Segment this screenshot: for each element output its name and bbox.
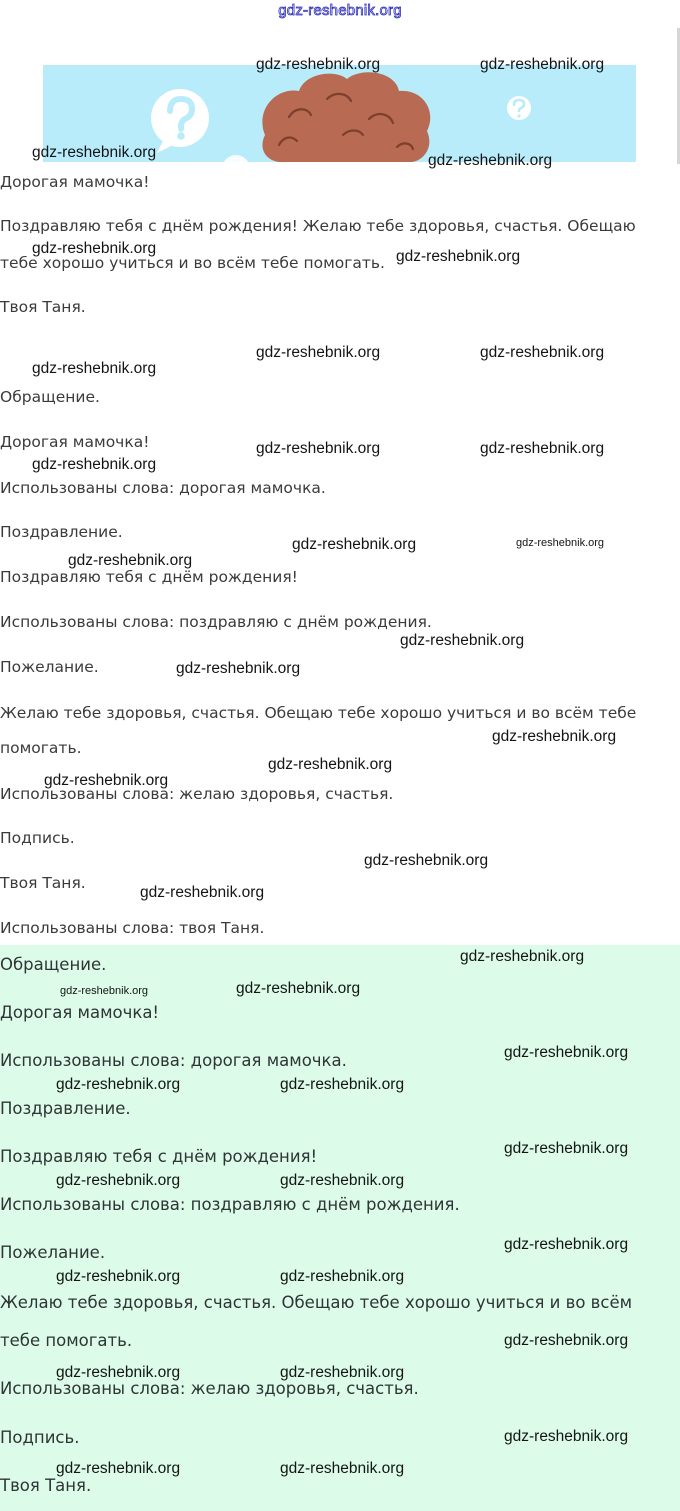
analysis-part-title: Обращение. — [0, 388, 100, 406]
watermark: gdz-reshebnik.org — [68, 552, 193, 569]
watermark: gdz-reshebnik.org — [56, 1172, 181, 1189]
watermark: gdz-reshebnik.org — [44, 772, 169, 789]
analysis-part-words: Использованы слова: поздравляю с днём рождения. — [0, 613, 432, 631]
analysis-part-text: Дорогая мамочка! — [0, 433, 150, 451]
watermark: gdz-reshebnik.org — [480, 440, 605, 457]
watermark: gdz-reshebnik.org — [460, 948, 585, 965]
answer-part-title: Подпись. — [0, 1428, 80, 1447]
watermark: gdz-reshebnik.org — [428, 152, 553, 169]
watermark: gdz-reshebnik.org — [280, 1460, 405, 1477]
watermark: gdz-reshebnik.org — [504, 1332, 629, 1349]
answer-part-words: Использованы слова: желаю здоровья, счастья. — [0, 1379, 419, 1398]
watermark: gdz-reshebnik.org — [280, 1076, 405, 1093]
letter-signature: Твоя Таня. — [0, 298, 86, 316]
watermark: gdz-reshebnik.org — [504, 1236, 629, 1253]
question-bubble-icon — [151, 89, 209, 153]
answer-part-title: Пожелание. — [0, 1243, 106, 1262]
watermark: gdz-reshebnik.org — [236, 980, 361, 997]
watermark: gdz-reshebnik.org — [280, 1268, 405, 1285]
answer-part-text: Поздравляю тебя с днём рождения! — [0, 1147, 318, 1166]
answer-part-text: Желаю тебе здоровья, счастья. Обещаю тебе хорошо учиться и во всём — [0, 1293, 633, 1312]
watermark: gdz-reshebnik.org — [268, 756, 393, 773]
watermark: gdz-reshebnik.org — [492, 728, 617, 745]
analysis-part-words: Использованы слова: желаю здоровья, счастья. — [0, 785, 394, 803]
site-link[interactable]: gdz-reshebnik.org — [278, 2, 402, 19]
watermark: gdz-reshebnik.org — [32, 360, 157, 377]
letter-body-line: тебе хорошо учиться и во всём тебе помогать. — [0, 254, 385, 272]
answer-part-words: Использованы слова: дорогая мамочка. — [0, 1051, 347, 1070]
watermark: gdz-reshebnik.org — [504, 1428, 629, 1445]
analysis-part-title: Поздравление. — [0, 523, 123, 541]
watermark: gdz-reshebnik.org — [504, 1044, 629, 1061]
analysis-part-title: Подпись. — [0, 829, 75, 847]
watermark: gdz-reshebnik.org — [256, 56, 381, 73]
watermark: gdz-reshebnik.org — [56, 1268, 181, 1285]
analysis-part-text: Твоя Таня. — [0, 874, 86, 892]
watermark: gdz-reshebnik.org — [56, 1076, 181, 1093]
analysis-part-text: Желаю тебе здоровья, счастья. Обещаю тебе хорошо учиться и во всём тебе — [0, 704, 637, 722]
question-bubble-small-icon — [507, 96, 531, 120]
watermark: gdz-reshebnik.org — [400, 632, 525, 649]
answer-part-text: тебе помогать. — [0, 1331, 133, 1350]
answer-part-title: Поздравление. — [0, 1099, 131, 1118]
watermark: gdz-reshebnik.org — [60, 985, 149, 997]
letter-greeting: Дорогая мамочка! — [0, 173, 150, 191]
watermark: gdz-reshebnik.org — [480, 56, 605, 73]
watermark: gdz-reshebnik.org — [396, 248, 521, 265]
watermark: gdz-reshebnik.org — [256, 440, 381, 457]
watermark: gdz-reshebnik.org — [480, 344, 605, 361]
watermark: gdz-reshebnik.org — [504, 1140, 629, 1157]
watermark: gdz-reshebnik.org — [56, 1460, 181, 1477]
watermark: gdz-reshebnik.org — [280, 1172, 405, 1189]
answer-part-title: Обращение. — [0, 955, 107, 974]
analysis-part-text: помогать. — [0, 739, 82, 757]
answer-block — [0, 945, 680, 1511]
watermark: gdz-reshebnik.org — [364, 852, 489, 869]
analysis-part-words: Использованы слова: дорогая мамочка. — [0, 479, 326, 497]
watermark: gdz-reshebnik.org — [32, 240, 157, 257]
watermark: gdz-reshebnik.org — [280, 1364, 405, 1381]
watermark: gdz-reshebnik.org — [32, 456, 157, 473]
watermark: gdz-reshebnik.org — [32, 144, 157, 161]
answer-part-words: Использованы слова: поздравляю с днём рождения. — [0, 1195, 460, 1214]
letter-body-line: Поздравляю тебя с днём рождения! Желаю тебе здоровья, счастья. Обещаю — [0, 217, 636, 235]
girl-head-illustration — [262, 72, 430, 162]
analysis-part-text: Поздравляю тебя с днём рождения! — [0, 568, 298, 586]
analysis-part-words: Использованы слова: твоя Таня. — [0, 919, 265, 937]
watermark: gdz-reshebnik.org — [176, 660, 301, 677]
watermark: gdz-reshebnik.org — [516, 537, 605, 549]
answer-part-text: Дорогая мамочка! — [0, 1003, 160, 1022]
watermark: gdz-reshebnik.org — [292, 536, 417, 553]
watermark: gdz-reshebnik.org — [56, 1364, 181, 1381]
answer-part-text: Твоя Таня. — [0, 1476, 92, 1495]
watermark: gdz-reshebnik.org — [140, 884, 265, 901]
watermark: gdz-reshebnik.org — [256, 344, 381, 361]
analysis-part-title: Пожелание. — [0, 658, 99, 676]
